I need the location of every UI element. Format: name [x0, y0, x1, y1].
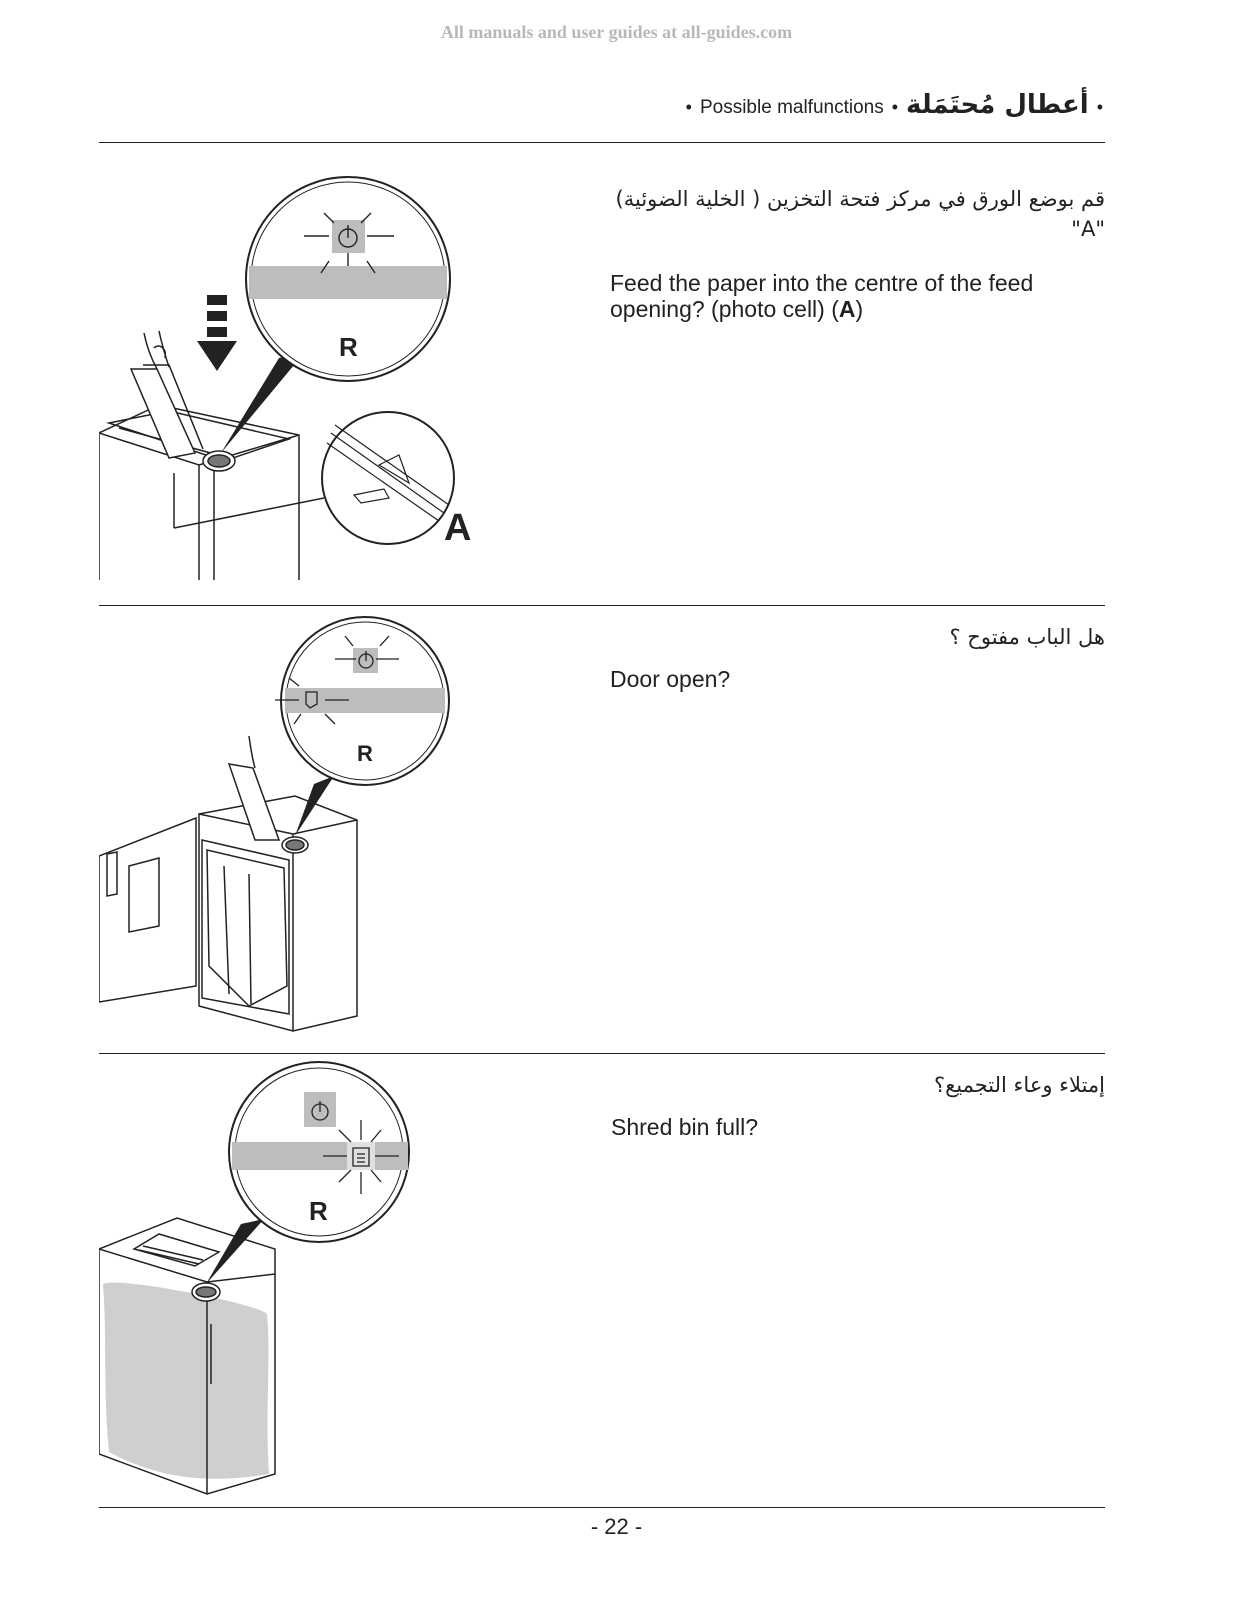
instruction-en: Shred bin full? [611, 1114, 759, 1140]
bullet-dot: • [1096, 97, 1103, 117]
svg-text:A: A [444, 507, 472, 549]
photo-cell-label: A [838, 296, 856, 322]
instruction-en: Door open? [610, 666, 731, 692]
section-photo-cell [99, 143, 1105, 605]
divider [99, 1507, 1105, 1508]
bullet-dot: • [685, 97, 692, 117]
down-arrow-icon [197, 295, 237, 371]
photo-cell-zoom [322, 412, 471, 549]
page-number: - 22 - [590, 1514, 643, 1539]
watermark: All manuals and user guides at all-guides.com [440, 22, 793, 42]
svg-text:R: R [357, 741, 373, 766]
page-header [686, 90, 1103, 120]
section-door-open [99, 606, 1105, 1052]
bin-full-indicator-zoom [229, 1062, 409, 1242]
control-panel-zoom [246, 177, 450, 381]
shredder-bin-full-illustration [99, 1054, 519, 1499]
header-title-en: Possible malfunctions [699, 97, 884, 118]
instruction-en-line2: opening? (photo cell) ( [610, 296, 839, 322]
section-bin-full [99, 1054, 1105, 1506]
instruction-en [610, 270, 1033, 322]
instruction-en-line2-end: ) [855, 296, 864, 322]
instruction-en-line1: Feed the paper into the centre of the feed [610, 270, 1034, 296]
svg-text:R: R [309, 1196, 328, 1226]
shredder-door-open-illustration [99, 606, 499, 1046]
instruction-ar: إمتلاء وعاء التجميع؟ [933, 1073, 1105, 1097]
svg-text:R: R [339, 332, 358, 362]
shredder-photo-cell-illustration [99, 143, 519, 593]
bullet-dot: • [891, 97, 899, 117]
instruction-ar: هل الباب مفتوح ؟ [949, 625, 1105, 649]
door-indicator-zoom [275, 617, 449, 785]
header-title-ar: أعطال مُحتَمَلة [906, 90, 1089, 120]
instruction-ar: قم بوضع الورق في مركز فتحة التخزين ( الخلية الضوئية) "A" [615, 187, 1105, 241]
